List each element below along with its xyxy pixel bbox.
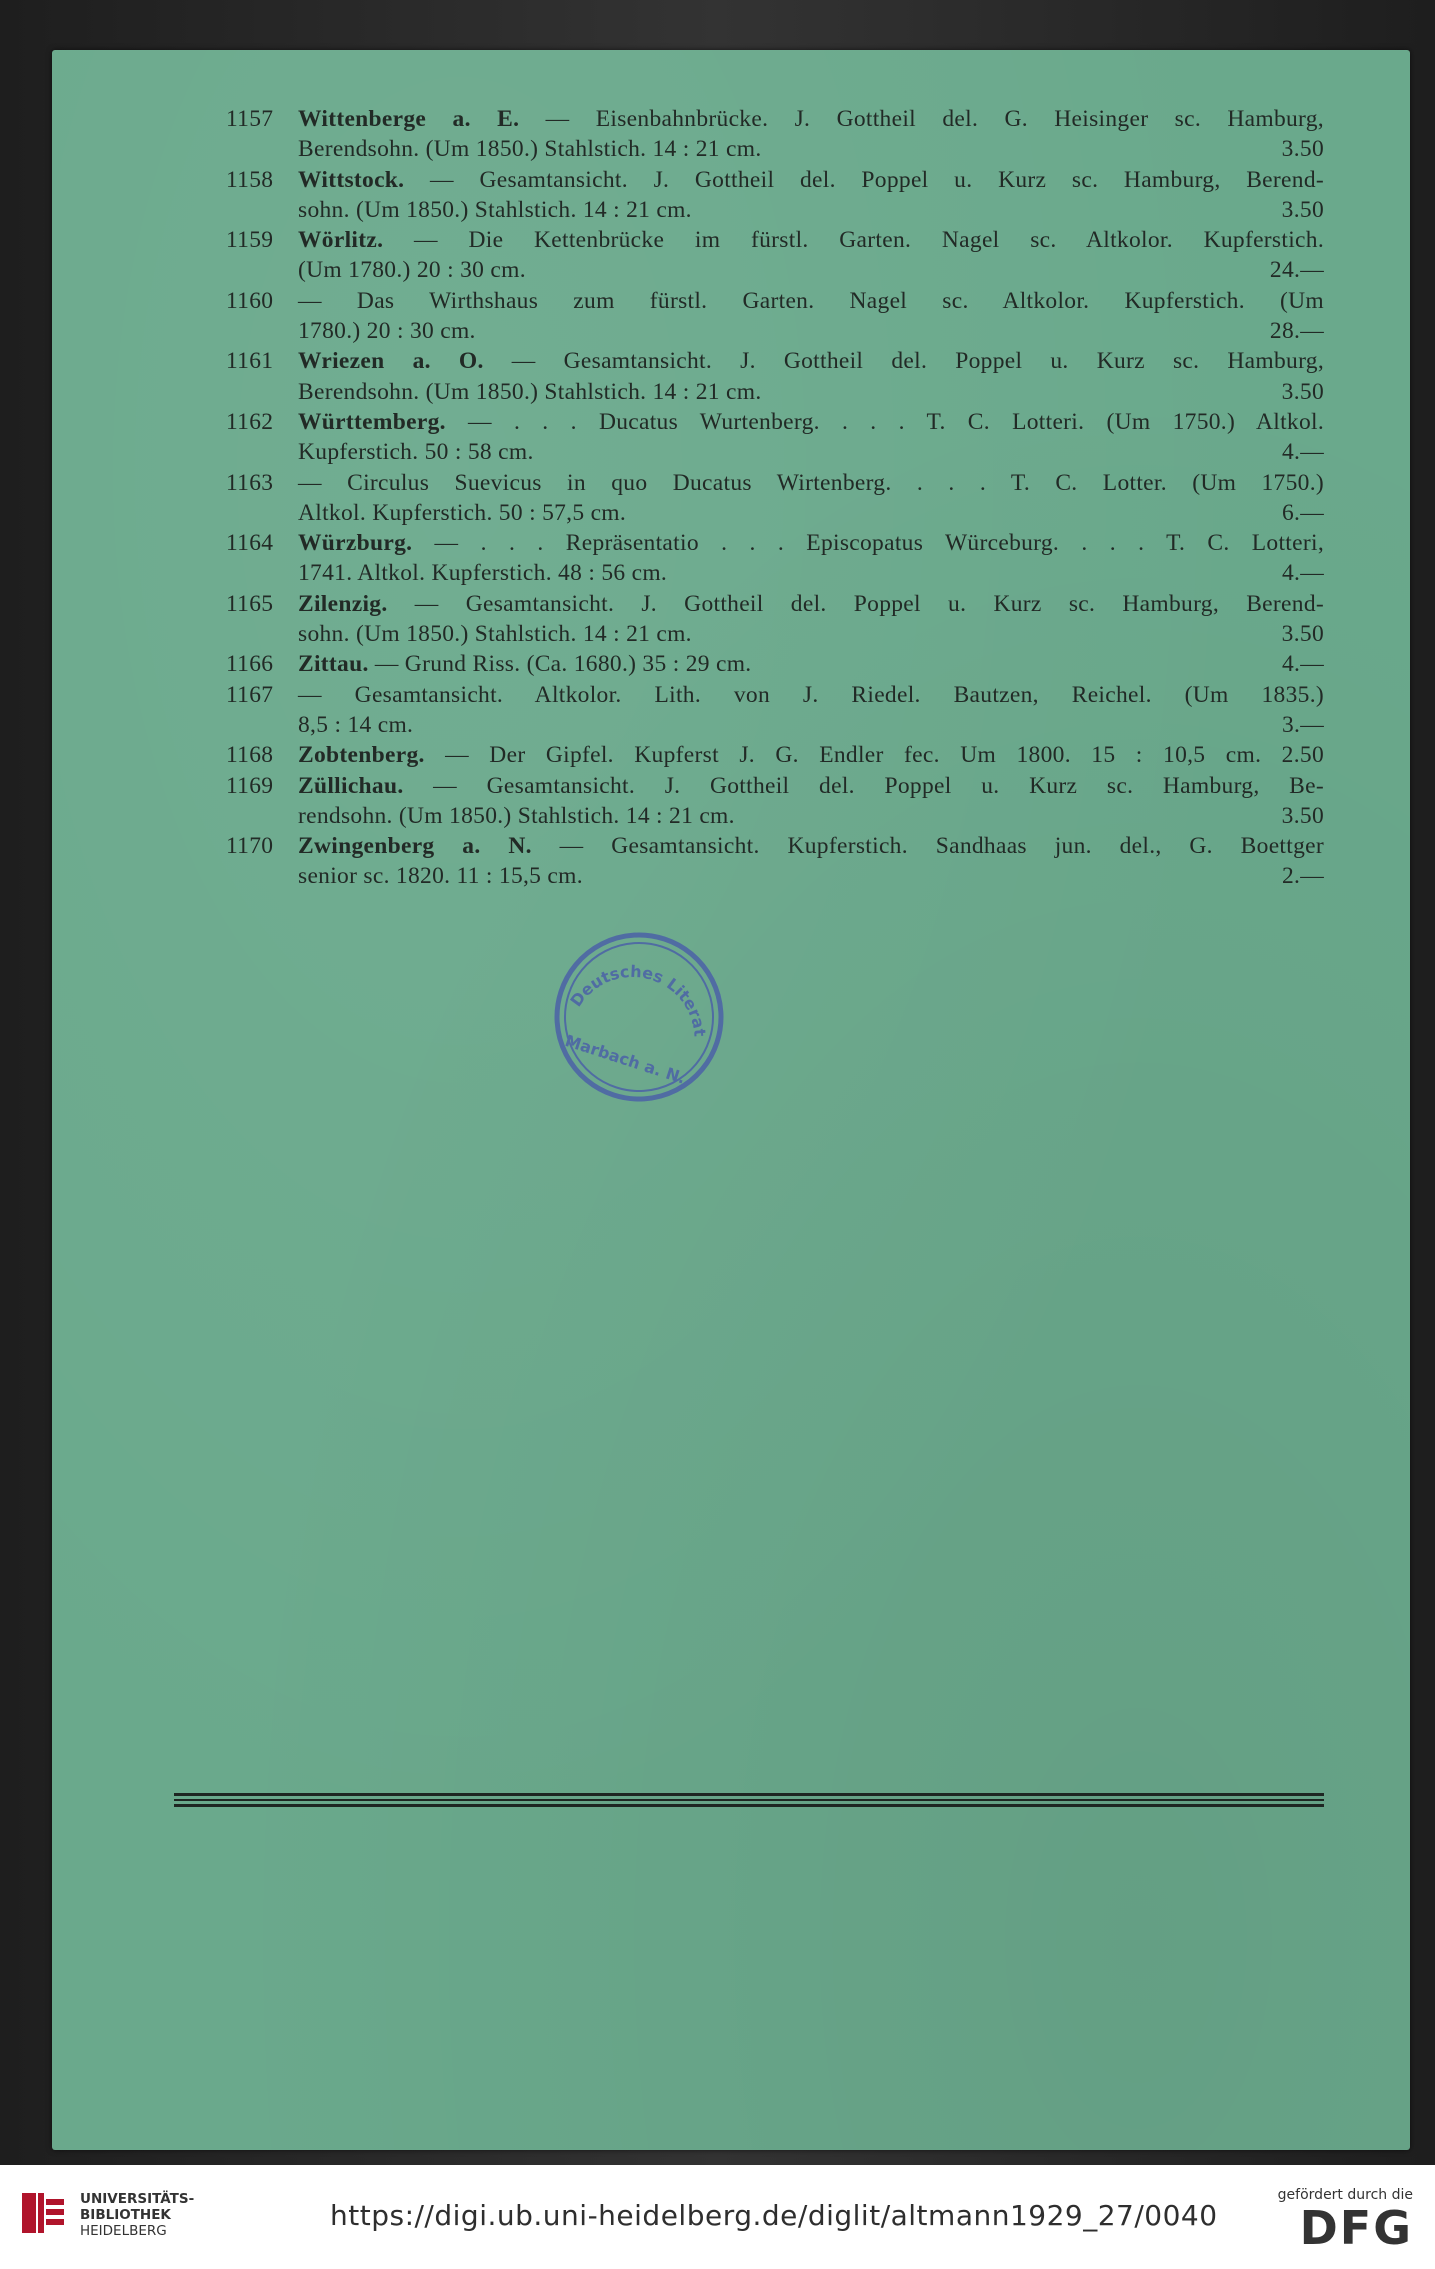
entry-continuation	[298, 710, 1324, 740]
entry-price: 6.—	[1281, 499, 1324, 526]
entry-continuation-text: sohn. (Um 1850.) Stahlstich. 14 : 21 cm.	[298, 196, 692, 223]
entry-continuation-text: sohn. (Um 1850.) Stahlstich. 14 : 21 cm.	[298, 621, 692, 648]
entry-price: 4.—	[1281, 651, 1324, 678]
entry-description: — Gesamtansicht. J. Gottheil del. Poppel u. Kurz sc. Hamburg,	[483, 348, 1325, 375]
institution-line: BIBLIOTHEK	[80, 2207, 171, 2223]
entry-body	[298, 589, 1324, 650]
catalog-entry	[176, 407, 1324, 468]
catalog-entry	[176, 680, 1324, 741]
entry-first-line	[298, 680, 1324, 710]
entry-continuation-text: Altkol. Kupferstich. 50 : 57,5 cm.	[298, 499, 627, 526]
catalog-entry	[176, 589, 1324, 650]
catalog-entry	[176, 165, 1324, 226]
entry-continuation	[298, 255, 1324, 285]
entry-description: — Circulus Suevicus in quo Ducatus Wirtenberg. . . . T. C. Lotter. (Um 1750.)	[298, 469, 1324, 496]
double-rule	[174, 1793, 1324, 1810]
entry-description: — Der Gipfel. Kupferst J. G. Endler fec. Um 1800. 15 : 10,5 cm. 2.50	[424, 742, 1324, 769]
entry-continuation	[298, 437, 1324, 467]
funding-block	[1263, 2187, 1413, 2253]
entry-number: 1169	[226, 772, 274, 799]
entry-body	[298, 165, 1324, 226]
entry-price: 4.—	[1281, 439, 1324, 466]
entry-first-line	[298, 649, 1324, 679]
entry-first-line	[298, 528, 1324, 558]
entry-continuation	[298, 558, 1324, 588]
entry-description: — Grund Riss. (Ca. 1680.) 35 : 29 cm.	[368, 651, 752, 678]
place-name: Zobtenberg.	[298, 742, 425, 769]
entry-price: 3.50	[1281, 136, 1324, 163]
entry-continuation	[298, 316, 1324, 346]
entry-first-line	[298, 771, 1324, 801]
entry-number: 1164	[226, 530, 274, 557]
entry-continuation	[298, 498, 1324, 528]
entry-continuation	[298, 134, 1324, 164]
institution-line: HEIDELBERG	[80, 2223, 167, 2239]
entry-first-line	[298, 104, 1324, 134]
entry-continuation-text: Berendsohn. (Um 1850.) Stahlstich. 14 : 21 cm.	[298, 136, 762, 163]
entry-number: 1160	[226, 287, 274, 314]
entry-number: 1162	[226, 408, 274, 435]
institution-name	[80, 2191, 194, 2239]
entry-description: — . . . Ducatus Wurtenberg. . . . T. C. Lotteri. (Um 1750.) Altkol.	[445, 408, 1324, 435]
entry-number: 1170	[226, 833, 274, 860]
catalog-entries	[176, 104, 1324, 892]
catalog-entry	[176, 771, 1324, 832]
place-name: Wittstock.	[298, 166, 405, 193]
entry-price: 3.—	[1281, 711, 1324, 738]
library-stamp	[549, 927, 729, 1107]
entry-first-line	[298, 740, 1324, 770]
entry-continuation-text: Berendsohn. (Um 1850.) Stahlstich. 14 : 21 cm.	[298, 378, 762, 405]
catalog-entry	[176, 740, 1324, 770]
catalog-entry	[176, 104, 1324, 165]
stamp-outer-text: Deutsches Literaturarchiv	[566, 961, 710, 1038]
entry-number: 1163	[226, 469, 274, 496]
entry-body	[298, 346, 1324, 407]
funding-caption: gefördert durch die	[1277, 2187, 1413, 2203]
entry-description: — Gesamtansicht. J. Gottheil del. Poppel u. Kurz sc. Hamburg, Berend-	[404, 166, 1324, 193]
entry-description: — Die Kettenbrücke im fürstl. Garten. Nagel sc. Altkolor. Kupferstich.	[383, 227, 1324, 254]
entry-description: — Gesamtansicht. J. Gottheil del. Poppel u. Kurz sc. Hamburg, Be-	[403, 772, 1324, 799]
entry-price: 28.—	[1269, 318, 1324, 345]
place-name: Wittenberge a. E.	[298, 106, 520, 132]
entry-first-line	[298, 225, 1324, 255]
entry-description: — Gesamtansicht. Altkolor. Lith. von J. Riedel. Bautzen, Reichel. (Um 1835.)	[298, 681, 1324, 708]
entry-body	[298, 528, 1324, 589]
entry-price: 3.50	[1281, 378, 1324, 405]
entry-continuation	[298, 801, 1324, 831]
entry-continuation-text: 1741. Altkol. Kupferstich. 48 : 56 cm.	[298, 560, 668, 587]
entry-body	[298, 286, 1324, 347]
entry-price: 24.—	[1269, 257, 1324, 284]
place-name: Wriezen a. O.	[298, 348, 484, 375]
catalog-entry	[176, 831, 1324, 892]
rule-line	[174, 1793, 1324, 1796]
permalink-url[interactable]: https://digi.ub.uni-heidelberg.de/diglit/altmann1929_27/0040	[330, 2199, 1218, 2232]
entry-continuation	[298, 377, 1324, 407]
dfg-logo: DFG	[1299, 2201, 1413, 2255]
entry-description: — Gesamtansicht. Kupferstich. Sandhaas jun. del., G. Boettger	[531, 833, 1324, 860]
entry-continuation-text: 1780.) 20 : 30 cm.	[298, 318, 476, 345]
place-name: Zittau.	[298, 651, 369, 678]
entry-price: 3.50	[1281, 196, 1324, 223]
entry-description: — . . . Repräsentatio . . . Episcopatus Würceburg. . . . T. C. Lotteri,	[412, 530, 1324, 557]
place-name: Züllichau.	[298, 772, 404, 799]
entry-continuation-text: Kupferstich. 50 : 58 cm.	[298, 439, 534, 466]
entry-continuation-text: senior sc. 1820. 11 : 15,5 cm.	[298, 863, 583, 890]
entry-body	[298, 831, 1324, 892]
entry-body	[298, 104, 1324, 165]
entry-price: 4.—	[1281, 560, 1324, 587]
entry-number: 1158	[226, 166, 274, 193]
entry-body	[298, 680, 1324, 741]
place-name: Zilenzig.	[298, 590, 388, 617]
catalog-entry	[176, 225, 1324, 286]
entry-first-line	[298, 286, 1324, 316]
entry-continuation-text: (Um 1780.) 20 : 30 cm.	[298, 257, 526, 284]
entry-description: — Gesamtansicht. J. Gottheil del. Poppel u. Kurz sc. Hamburg, Berend-	[387, 590, 1324, 617]
entry-number: 1165	[226, 590, 274, 617]
entry-number: 1167	[226, 681, 274, 708]
entry-number: 1166	[226, 651, 274, 678]
entry-description: — Das Wirthshaus zum fürstl. Garten. Nagel sc. Altkolor. Kupferstich. (Um	[298, 287, 1324, 314]
entry-continuation-text: rendsohn. (Um 1850.) Stahlstich. 14 : 21 cm.	[298, 802, 735, 829]
entry-continuation	[298, 861, 1324, 891]
entry-body	[298, 771, 1324, 832]
entry-number: 1159	[226, 227, 274, 254]
entry-number: 1168	[226, 742, 274, 769]
rule-line	[174, 1799, 1324, 1802]
place-name: Würzburg.	[298, 530, 413, 557]
rule-line	[174, 1804, 1324, 1807]
entry-price: 3.50	[1281, 802, 1324, 829]
entry-price: 2.—	[1281, 863, 1324, 890]
catalog-entry	[176, 468, 1324, 529]
entry-continuation	[298, 195, 1324, 225]
entry-first-line	[298, 165, 1324, 195]
catalog-entry	[176, 649, 1324, 679]
catalog-entry	[176, 346, 1324, 407]
entry-first-line	[298, 346, 1324, 376]
entry-body	[298, 649, 1324, 679]
catalog-entry	[176, 286, 1324, 347]
university-library-logo-icon	[20, 2185, 70, 2245]
entry-first-line	[298, 407, 1324, 437]
entry-price: 3.50	[1281, 621, 1324, 648]
entry-body	[298, 407, 1324, 468]
catalog-entry	[176, 528, 1324, 589]
entry-number: 1161	[226, 348, 274, 375]
place-name: Zwingenberg a. N.	[298, 833, 532, 860]
institution-line: UNIVERSITÄTS-	[80, 2191, 195, 2207]
entry-text	[298, 649, 751, 679]
place-name: Wörlitz.	[298, 227, 384, 254]
place-name: Württemberg.	[298, 408, 446, 435]
entry-body	[298, 740, 1324, 770]
entry-first-line	[298, 468, 1324, 498]
entry-continuation	[298, 619, 1324, 649]
entry-first-line	[298, 589, 1324, 619]
entry-description: — Eisenbahnbrücke. J. Gottheil del. G. Heisinger sc. Hamburg,	[519, 106, 1324, 132]
entry-first-line	[298, 831, 1324, 861]
entry-body	[298, 468, 1324, 529]
entry-number: 1157	[226, 106, 274, 132]
entry-body	[298, 225, 1324, 286]
stamp-inner-text: Marbach a. N.	[562, 1030, 688, 1088]
viewer-footer	[0, 2165, 1435, 2269]
entry-continuation-text: 8,5 : 14 cm.	[298, 711, 414, 738]
